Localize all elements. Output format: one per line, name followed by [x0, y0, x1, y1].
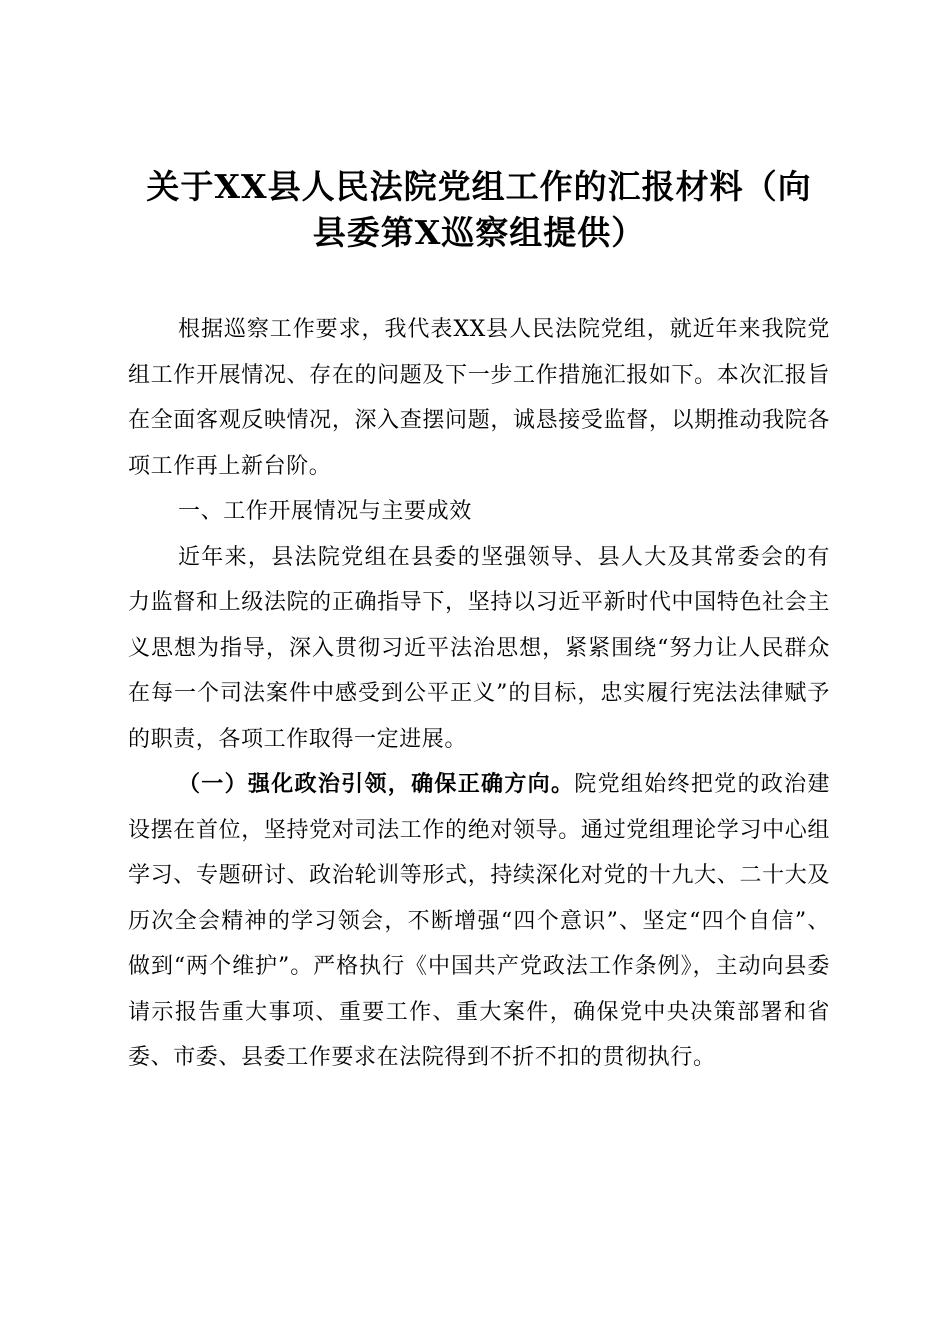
document-body: [128, 307, 830, 1081]
section-1-heading: 一、工作开展情况与主要成效: [178, 499, 472, 524]
title-line-1: 关于XX县人民法院党组工作的汇报材料（向: [146, 167, 812, 206]
intro-paragraph: 根据巡察工作要求，我代表XX县人民法院党组，就近年来我院党组工作开展情况、存在的问题及下一步工作措施汇报如下。本次汇报旨在全面客观反映情况，深入查摆问题，诚恳接受监督，以期推动我院各项工作再上新台阶。: [128, 317, 830, 479]
subsection-1-lead: （一）强化政治引领，确保正确方向。: [178, 771, 575, 797]
subsection-1-text: 院党组始终把党的政治建设摆在首位，坚持党对司法工作的绝对领导。通过党组理论学习中心组学习、专题研讨、政治轮训等形式，持续深化对党的十九大、二十大及历次全会精神的学习领会，不断增强“四个意识”、坚定“四个自信”、做到“两个维护”。严格执行《中国共产党政法工作条例》，主动向县委请示报告重大事项、重要工作、重大案件，确保党中央决策部署和省委、市委、县委工作要求在法院得到不折不扣的贯彻执行。: [128, 772, 831, 1070]
document-title: [125, 164, 833, 256]
section-1-paragraph: 近年来，县法院党组在县委的坚强领导、县人大及其常委会的有力监督和上级法院的正确指导下，坚持以习近平新时代中国特色社会主义思想为指导，深入贯彻习近平法治思想，紧紧围绕“努力让人民群众在每一个司法案件中感受到公平正义”的目标，忠实履行宪法法律赋予的职责，各项工作取得一定进展。: [128, 544, 830, 752]
subsection-1-paragraph: [128, 762, 830, 1081]
title-line-2: 县委第X巡察组提供）: [312, 213, 646, 252]
